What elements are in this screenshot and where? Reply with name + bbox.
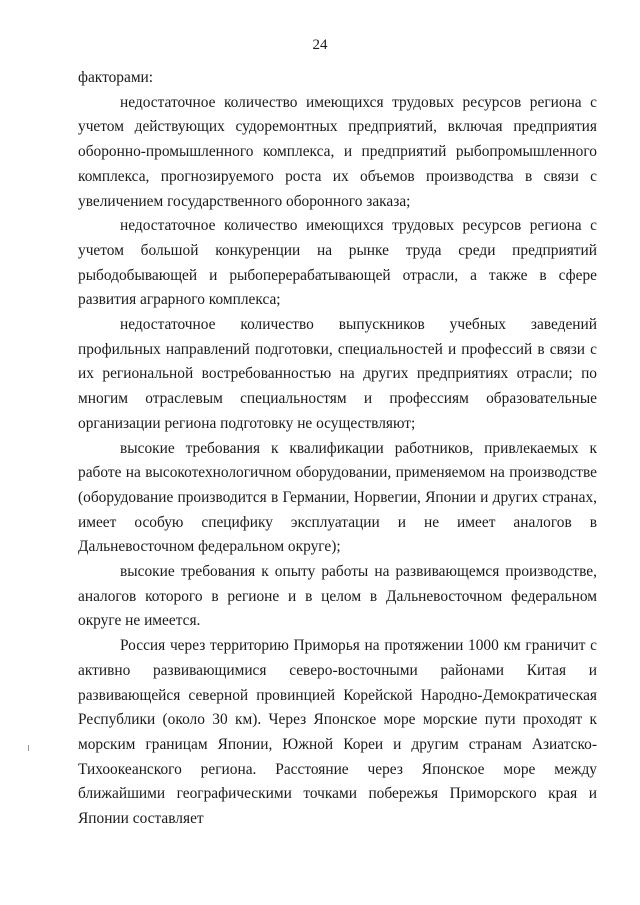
paragraph-shortage-competition: недостаточное количество имеющихся трудовых ресурсов региона с учетом большой конкуренции на рынке труда среди предприятий рыбодобывающей и рыбоперерабатывающей отрасли, а также в сфере развития аграрного комплекса; bbox=[78, 217, 597, 309]
paragraph-geography: Россия через территорию Приморья на протяжении 1000 км граничит с активно развивающимися северо-восточными районами Китая и развивающейся северной провинцией Корейской Народно-Демократическая Республики (около 30 км). Через Японское море морские пути проходят к морским границам Японии, Южной Кореи и другим странам Азиатско-Тихоокеанского региона. Расстояние через Японское море между ближайшими географическими точками побережья Приморского края и Японии составляет bbox=[78, 637, 597, 828]
paragraph-shortage-graduates: недостаточное количество выпускников учебных заведений профильных направлений подготовки, специальностей и профессий в связи с их региональной востребованностью на других предприятиях отрасли; по многим отраслевым специальностям и профессиям образовательные организации региона подготовку не осуществляют; bbox=[78, 316, 597, 432]
page-number: 24 bbox=[312, 37, 328, 53]
paragraph-shortage-shipyards: недостаточное количество имеющихся трудовых ресурсов региона с учетом действующих судоремонтных предприятий, включая предприятия оборонно-промышленного комплекса, и предприятий рыбопромышленного комплекса, прогнозируемого роста их объемов производства в связи с увеличением государственного оборонного заказа; bbox=[78, 93, 597, 210]
paragraph-experience-requirements: высокие требования к опыту работы на развивающемся производстве, аналогов которого в регионе и в целом в Дальневосточном федеральном округе не имеется. bbox=[78, 563, 597, 630]
scan-margin-mark bbox=[28, 745, 29, 751]
paragraph-intro: факторами: bbox=[78, 69, 154, 86]
paragraph-qualification-requirements: высокие требования к квалификации работников, привлекаемых к работе на высокотехнологичном оборудовании, применяемом на производстве (оборудование производится в Германии, Норвегии, Японии и других странах, имеет особую специфику эксплуатации и не имеет аналогов в Дальневосточном федеральном округе); bbox=[78, 439, 597, 556]
body-text bbox=[78, 66, 597, 832]
